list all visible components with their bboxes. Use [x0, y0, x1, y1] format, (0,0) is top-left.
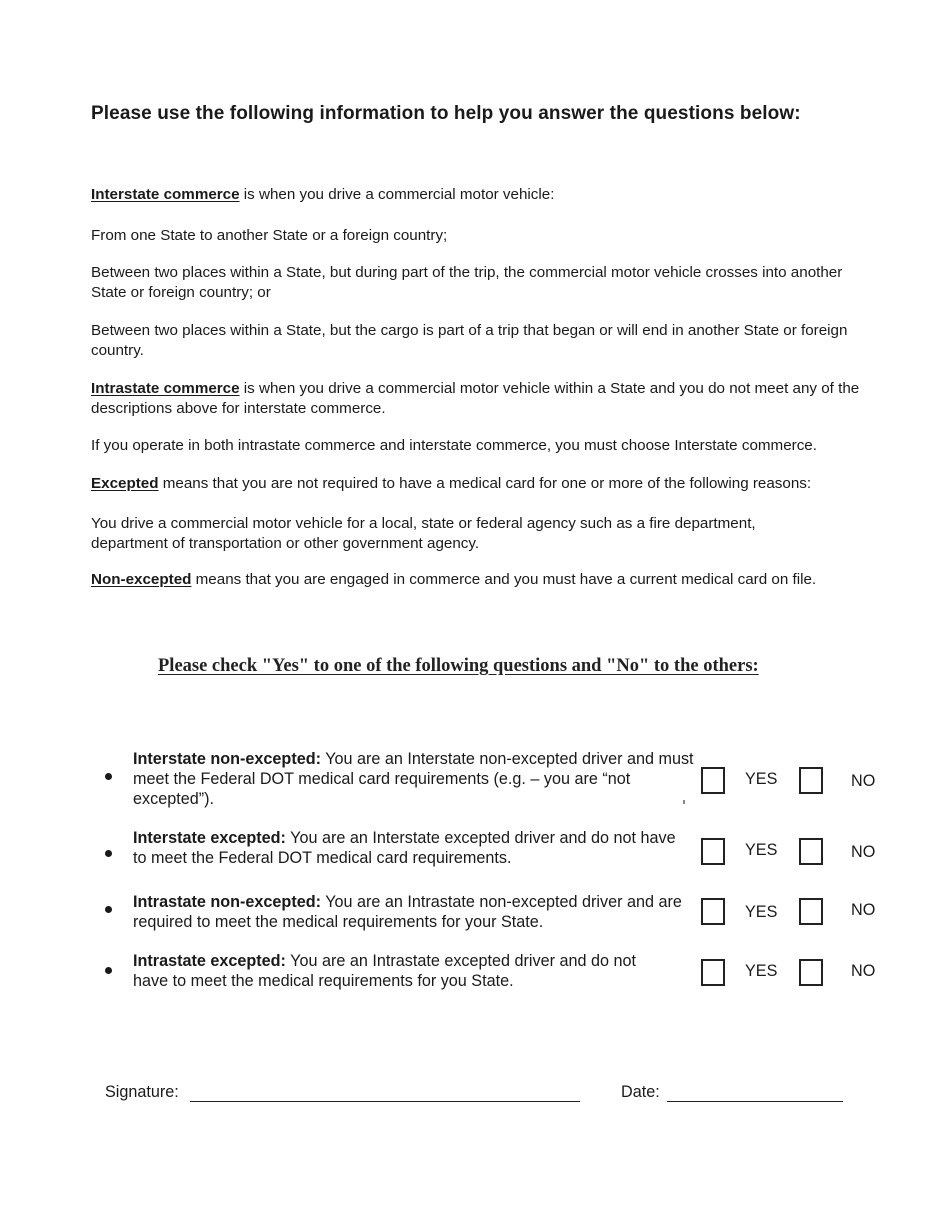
- question-description: You are an Intrastate excepted driver and do not have to meet the medical requirements for you State.: [133, 952, 637, 990]
- question-description: You are an Intrastate non-excepted driver and are required to meet the medical requirements for your State.: [133, 893, 682, 931]
- question-title: Interstate non-excepted:: [133, 750, 321, 768]
- date-label: Date:: [621, 1083, 660, 1101]
- instruction-heading: Please check "Yes" to one of the following questions and "No" to the others:: [158, 656, 759, 676]
- bullet-icon: [105, 906, 112, 913]
- bullet-icon: [105, 773, 112, 780]
- definition-non-excepted: [91, 570, 881, 590]
- definition-excepted-text: means that you are not required to have a medical card for one or more of the following reasons:: [158, 475, 812, 492]
- yes-label: YES: [745, 962, 778, 980]
- bullet-icon: [105, 850, 112, 857]
- interstate-case-1: From one State to another State or a foreign country;: [91, 227, 448, 244]
- definition-intrastate: [91, 379, 876, 419]
- scan-speck: [683, 800, 685, 804]
- no-checkbox[interactable]: [799, 898, 823, 925]
- definition-intrastate-text: is when you drive a commercial motor vehicle within a State and you do not meet any of the descriptions above for interstate commerce.: [91, 380, 860, 417]
- question-title: Interstate excepted:: [133, 829, 286, 847]
- question-text: [133, 749, 698, 809]
- no-checkbox[interactable]: [799, 959, 823, 986]
- page-title: Please use the following information to help you answer the questions below:: [91, 103, 801, 124]
- yes-label: YES: [745, 903, 778, 921]
- yes-checkbox[interactable]: [701, 838, 725, 865]
- no-label: NO: [851, 901, 876, 919]
- date-line[interactable]: [667, 1101, 843, 1102]
- bullet-icon: [105, 967, 112, 974]
- term-non-excepted: Non-excepted: [91, 571, 192, 588]
- no-label: NO: [851, 962, 876, 980]
- question-text: [133, 828, 693, 868]
- no-checkbox[interactable]: [799, 838, 823, 865]
- definition-excepted: [91, 474, 881, 494]
- definition-interstate-text: is when you drive a commercial motor vehicle:: [239, 186, 555, 203]
- no-checkbox[interactable]: [799, 767, 823, 794]
- question-title: Intrastate excepted:: [133, 952, 286, 970]
- term-intrastate-commerce: Intrastate commerce: [91, 380, 240, 397]
- term-excepted: Excepted: [91, 475, 159, 492]
- question-description: You are an Interstate non-excepted driver and must meet the Federal DOT medical card requirements (e.g. – you are “not excepted”).: [133, 750, 694, 808]
- term-interstate-commerce: Interstate commerce: [91, 186, 240, 203]
- definition-non-excepted-text: means that you are engaged in commerce and you must have a current medical card on file.: [191, 571, 817, 588]
- excepted-reason: You drive a commercial motor vehicle for a local, state or federal agency such as a fire department, department of transportation or other government agency.: [91, 515, 756, 552]
- both-commerce-note: If you operate in both intrastate commerce and interstate commerce, you must choose Interstate commerce.: [91, 437, 817, 454]
- yes-checkbox[interactable]: [701, 898, 725, 925]
- question-text: [133, 951, 673, 991]
- yes-checkbox[interactable]: [701, 959, 725, 986]
- yes-label: YES: [745, 770, 778, 788]
- question-description: You are an Interstate excepted driver and do not have to meet the Federal DOT medical card requirements.: [133, 829, 676, 867]
- interstate-case-3: Between two places within a State, but the cargo is part of a trip that began or will end in another State or foreign country.: [91, 322, 848, 359]
- no-label: NO: [851, 772, 876, 790]
- yes-label: YES: [745, 841, 778, 859]
- question-title: Intrastate non-excepted:: [133, 893, 321, 911]
- question-text: [133, 892, 708, 932]
- no-label: NO: [851, 843, 876, 861]
- signature-label: Signature:: [105, 1083, 179, 1101]
- signature-line[interactable]: [190, 1101, 580, 1102]
- yes-checkbox[interactable]: [701, 767, 725, 794]
- interstate-case-2: Between two places within a State, but during part of the trip, the commercial motor vehicle crosses into another State or foreign country; or: [91, 264, 843, 301]
- definition-interstate: [91, 185, 881, 205]
